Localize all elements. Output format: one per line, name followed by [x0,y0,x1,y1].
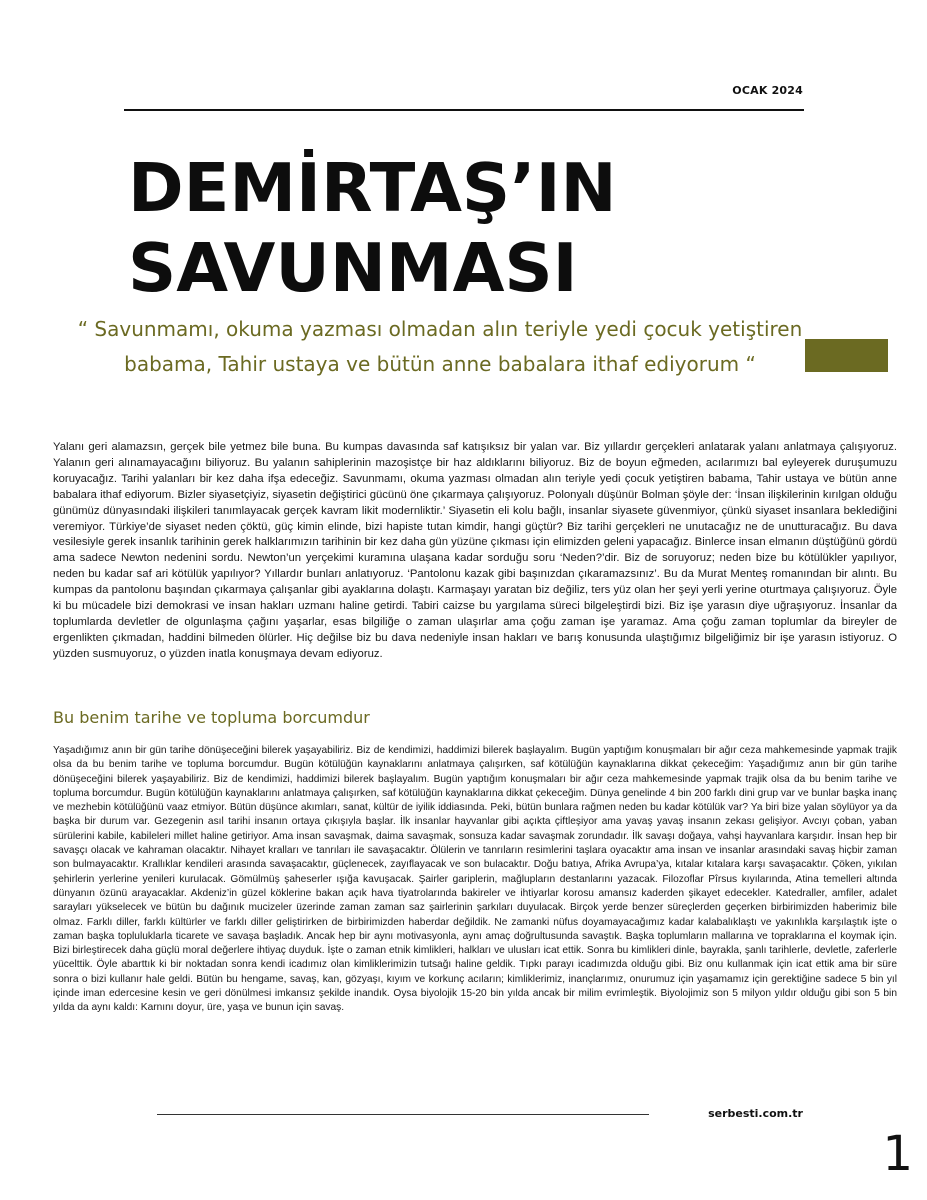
article-title [128,148,617,308]
body-paragraph-2: Yaşadığımız anın bir gün tarihe dönüşeceğini bilerek yaşayabiliriz. Biz de kendimizi, haddimizi bilerek başlayalım. Bugün yaptığım konuşmaları bir ağır ceza mahkemesinde yapmak trajik olsa da bu benim tarihe ve topluma borcumdur. Bugün kötülüğün kaynaklarını anlatmaya çalışırken, saf kötülüğün kaynaklarına dikkat çekeceğim: Yaşadığımız anın bir gün tarihe dönüşeceğini bilerek yaşayabiliriz. Biz de kendimizi, haddimizi bilerek başlayalım. Bugün yaptığım konuşmaları bir ağır ceza mahkemesinde yapmak trajik olsa da bu benim tarihe ve topluma borcumdur. Bugün kötülüğün kaynaklarını anlatmaya çalışırken, saf kötülüğün kaynaklarına dikkat çekeceğim. Dünya genelinde 4 bin 200 farklı dini grup var ve bunlar başka inanç ve mezhebin kötülüğünü vaaz etmiyor. Bütün düşünce akımları, sanat, kültür de iyilik iddiasında. Peki, bütün bunlara rağmen neden bu kadar kötülük var? Ya biri bize yalan söylüyor ya da başka bir durum var. Gezegenin asıl tarihi insanın ortaya çıkışıyla başlar. İlk insanlar hayvanlar gibi açıkta çiftleşiyor ama yavaş yavaş insanın zekası gelişiyor. Avcıyı çoban, yaban sürülerini kabile, kabileleri millet haline getiriyor. Ama insan savaşmak, daima savaşmak, sonsuza kadar savaşmak zorundadır. İlk savaşı doğaya, vahşi hayvanlara karşıdır. İnsan hep bir savaşçı olacak ve kahraman olacaktır. Nihayet kralları ve tanrıları ile savaşacaktır. Ölülerin ve tanrıların resimlerini taşlara oyacaktır ama insan ve insanlar arasındaki savaş hiçbir zaman son bulmayacaktır. Krallıklar kendileri arasında savaşacaktır, güçlenecek, zayıflayacak ve son bulacaktır. Doğu batıya, Afrika Avrupa’ya, kıtalar kıtalara karşı savaşacaktır. Çöken, yıkılan şehirlerin yerlerine yenileri kurulacak. Gömülmüş şaheserler ışığa kavuşacak. Şairler gariplerin, mağlupların destanlarını yazacak. Filozoflar Pîrsus kıyılarında, Atina temelleri altında dünyanın özünü arayacaklar. Akdeniz’in güzel köklerine bakan açık hava tiyatrolarında bakireler ve ihtiyarlar korosu amansız kaderden şikayet edecekler. Katedraller, amfiler, adalet sarayları yükselecek ve bütün bu dağınık mucizeler üzerinde zaman zaman saz şairlerinin şarkıları duyulacak. Birçok yerde benzer süreçlerden geçerken birbirimizden haberimiz bile olmaz. Farklı diller, farklı kültürler ve farklı diller geliştirirken de birbirimizden haberdar değildik. Ne zamanki nüfus doyamayacağımız kadar kalabalıklaştı ve yakınlıkla karşılaştık işte o zaman başka topluluklarla ticarete ve savaşa başladık. Ancak hep bir aynı motivasyonla, aynı amaç doğrultusunda savaştık. Başka toplumların mallarına ve topraklarına el koymak için. Bizi birleştirecek daha güçlü moral değerlere ihtiyaç duyduk. İşte o zaman etnik kimlikleri, halkları ve ulusları icat ettik. Sonra bu kimlikleri dinle, bayrakla, şanlı tarihlerle, devletle, zaferlerle yücelttik. Öyle abarttık ki bir noktadan sonra kendi icadımız olan kimliklerimizin tutsağı haline geldik. Tıpkı parayı icadımızda olduğu gibi. Biz onu kullanmak için icat ettik ama bir süre sonra o bizi kullanır hale geldi. Bütün bu hengame, savaş, kan, gözyaşı, kıyım ve korkunç acıların; kimliklerimiz, inançlarımız, onurumuz için yaşamamız için gerektiğine sadece 5 bin yıl içinde iman edercesine kesin ve geri dönülmesi imkansız şekilde inandık. Oysa biyolojik 15-20 bin yılda ancak bir milim evrimleştik. Biyolojimiz son 5 milyon yıldır olduğu gibi son 5 bin yılda da aynı kaldı: Karnını doyur, üre, yaşa ve bunun için savaş. [53,745,897,1014]
issue-date: OCAK 2024 [732,84,803,97]
dedication-quote: “ Savunmamı, okuma yazması olmadan alın teriyle yedi çocuk yetiştiren babama, Tahir ustaya ve bütün anne babalara ithaf ediyorum “ [77,317,803,376]
bottom-divider [157,1114,649,1115]
section-subheading: Bu benim tarihe ve topluma borcumdur [53,708,370,727]
accent-block [805,339,888,372]
title-line-2: SAVUNMASI [128,229,578,307]
top-divider [124,109,804,111]
page-number: 1 [882,1126,913,1182]
body-paragraph-1: Yalanı geri alamazsın, gerçek bile yetmez bile buna. Bu kumpas davasında saf katışıksız bir yalan var. Biz yıllardır gerçekleri anlatarak yalanı anlatmaya çalışıyoruz. Yalanın geri alınamayacağını biliyoruz. Bu yalanın sahiplerinin mazoşistçe bir haz aldıklarını biliyoruz. Biz de boyun eğmeden, acılarımızı bal eyleyerek duruşumuzu koruyacağız. Tarihi yalanları bir kez daha ifşa edeceğiz. Savunmamı, okuma yazması olmadan alın teriyle yedi çocuk yetiştiren babama, Tahir ustaya ve bütün anne babalara ithaf ediyorum. Bizler siyasetçiyiz, siyasetin değiştirici gücünü öne çıkarmaya çalışıyoruz. Polonyalı düşünür Bolman şöyle der: ‘İnsan ilişkilerinin kırılgan olduğu günümüz dünyasındaki ilişkileri tanımlayacak gerçek kavram likit modernliktir.’ Siyasetin eli kolu bağlı, insanlar siyasete güvenmiyor, çünkü siyaset insanlara beklediğini veremiyor. Türkiye’de siyaset neden çöktü, güç kimin elinde, bizi hapiste tutan kimdir, hangi güçtür? Biz tarihi gerçekleri ne unutacağız ne de unutturacağız. Bu dava vesilesiyle gerek insanlık tarihinin gerek halklarımızın tarihinin bir kez daha gün yüzüne çıkması için elimizden geleni yapacağız. Binlerce insan elmanın düştüğünü gördü ama sadece Newton nedenini sordu. Newton’un yerçekimi kuramına ulaşana kadar sorduğu soru ‘Neden?’dir. Biz de soruyoruz; neden bize bu kötülükler yapılıyor, neden bu kadar saf ari kötülük yapılıyor? Yıllardır bunları anlatıyoruz. ‘Pantolonu kazak gibi başınızdan çıkaramazsınız’. Bu da Murat Menteş romanından bir alıntı. Bu kumpas da pantolonu başından çıkarmaya çalışanlar gibi ayaklarına dolaştı. Karmaşayı yaratan biz değiliz, ters yüz olan her şeyi yerli yerine oturtmaya çalışıyoruz. Öyle ki bu mücadele bizi demokrasi ve insan hakları uzmanı haline getirdi. Tabiri caizse bu yargılama süreci bilgeleştirdi bizi. Biz işe yarasın diye uğraşıyoruz. İnsanlar da toplumlarda devletler de olgunlaşma çağını yaşarlar, esas bilgiliğe o zaman ulaşırlar ama çoğu zaman işe yaramaz. Ama çoğu zaman toplumlar da bireyler de ergenlikten çıkmadan, haddini bilmeden ölürler. Hiç değilse biz bu dava nedeniyle insan hakları ve barış konusunda ulaştığımız bilgeliğimiz bir işe yarasın istiyoruz. O yüzden susmuyoruz, o yüzden inatla konuşmaya devam ediyoruz. [53,441,897,660]
footer-site: serbesti.com.tr [708,1107,803,1120]
title-line-1: DEMİRTAŞ’IN [128,149,617,227]
